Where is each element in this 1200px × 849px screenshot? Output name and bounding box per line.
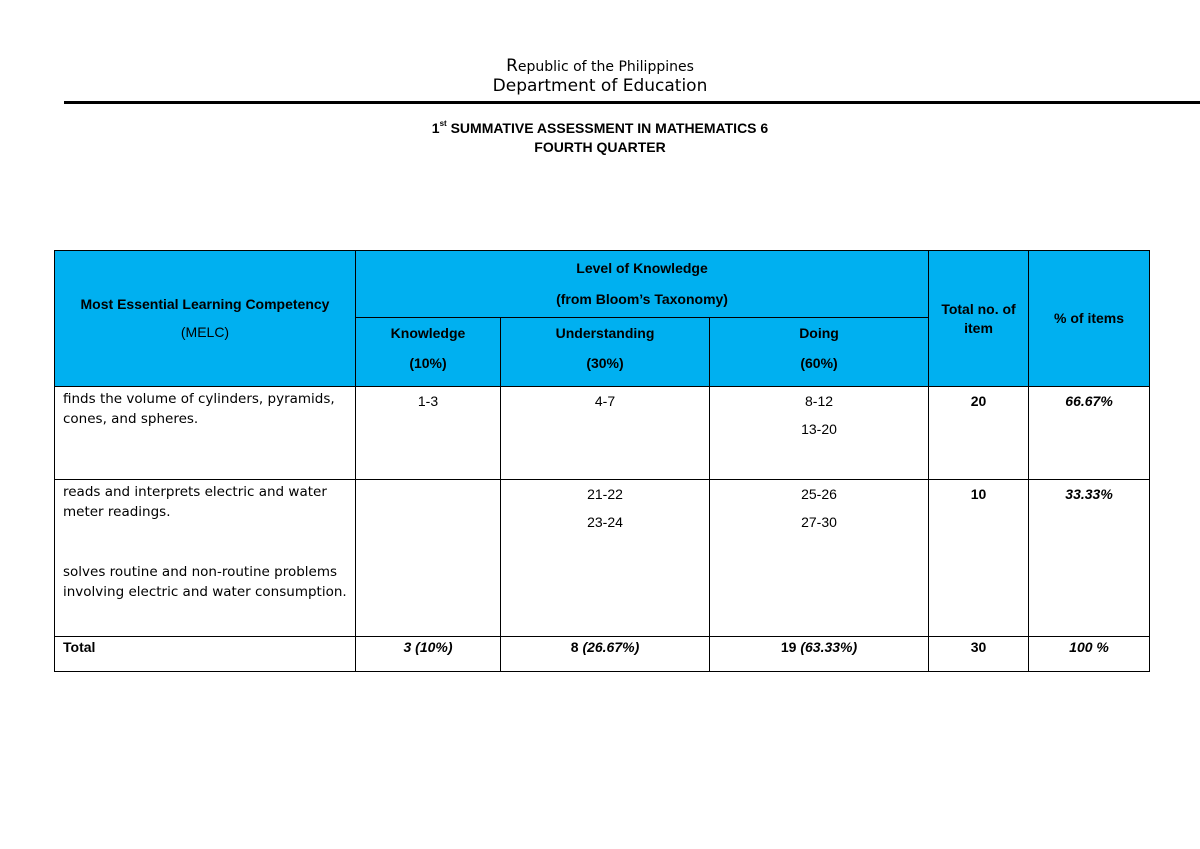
knowledge-items bbox=[356, 480, 501, 637]
table-row bbox=[55, 387, 1150, 480]
item-range: 8-12 bbox=[805, 393, 834, 409]
doing-header bbox=[710, 318, 929, 387]
totals-row bbox=[55, 637, 1150, 672]
totals-understanding bbox=[501, 637, 710, 672]
doing-pct: (60%) bbox=[800, 355, 838, 371]
doing-items bbox=[710, 480, 929, 637]
competency-text: solves routine and non-routine problems involving electric and water consumption. bbox=[63, 564, 347, 600]
percent-items-header: % of items bbox=[1029, 251, 1150, 387]
totals-doing bbox=[710, 637, 929, 672]
department-name: Department of Education bbox=[492, 76, 708, 96]
header-row-1 bbox=[55, 251, 1150, 318]
table-of-specifications bbox=[54, 250, 1150, 672]
totals-knowledge-pct: (10%) bbox=[415, 639, 453, 655]
item-range: 13-20 bbox=[801, 421, 837, 437]
row-total: 20 bbox=[929, 387, 1029, 480]
total-items-header: Total no. of item bbox=[929, 251, 1029, 387]
knowledge-label: Knowledge bbox=[390, 325, 466, 341]
knowledge-items bbox=[356, 387, 501, 480]
assessment-ordinal: 1 bbox=[431, 120, 440, 136]
assessment-title bbox=[0, 120, 1200, 136]
melc-header: Most Essential Learning Competency bbox=[80, 296, 330, 312]
competency-text: finds the volume of cylinders, pyramids, cones, and spheres. bbox=[63, 391, 335, 427]
item-range: 21-22 bbox=[587, 486, 623, 502]
lok-title: Level of Knowledge bbox=[576, 260, 708, 276]
item-range: 1-3 bbox=[417, 393, 439, 409]
table-row bbox=[55, 480, 1150, 637]
totals-knowledge-count: 3 bbox=[403, 639, 412, 655]
competency-cell bbox=[55, 480, 356, 637]
republic-initial: R bbox=[506, 56, 518, 76]
competency-cell bbox=[55, 387, 356, 480]
totals-percent: 100 % bbox=[1029, 637, 1150, 672]
totals-knowledge bbox=[356, 637, 501, 672]
republic-text: epublic of the Philippines bbox=[517, 59, 694, 75]
totals-understanding-pct: (26.67%) bbox=[582, 639, 640, 655]
understanding-items bbox=[501, 480, 710, 637]
melc-abbrev: (MELC) bbox=[180, 324, 230, 340]
totals-label: Total bbox=[55, 637, 356, 672]
row-percent: 66.67% bbox=[1029, 387, 1150, 480]
knowledge-header bbox=[356, 318, 501, 387]
item-range: 27-30 bbox=[801, 514, 837, 530]
doing-items bbox=[710, 387, 929, 480]
row-total: 10 bbox=[929, 480, 1029, 637]
assessment-title-text: SUMMATIVE ASSESSMENT IN MATHEMATICS 6 bbox=[446, 120, 769, 136]
lok-subtitle: (from Bloom’s Taxonomy) bbox=[556, 291, 728, 307]
totals-doing-count: 19 bbox=[780, 639, 797, 655]
header-divider bbox=[64, 101, 1200, 104]
understanding-items bbox=[501, 387, 710, 480]
level-of-knowledge-header bbox=[356, 251, 929, 318]
spacer bbox=[63, 522, 347, 562]
item-range: 25-26 bbox=[801, 486, 837, 502]
row-percent: 33.33% bbox=[1029, 480, 1150, 637]
assessment-ordinal-suffix: st bbox=[439, 119, 447, 129]
republic-line bbox=[0, 56, 1200, 76]
totals-doing-pct: (63.33%) bbox=[800, 639, 858, 655]
knowledge-pct: (10%) bbox=[409, 355, 447, 371]
quarter-title: FOURTH QUARTER bbox=[534, 139, 666, 155]
understanding-label: Understanding bbox=[555, 325, 655, 341]
doing-label: Doing bbox=[799, 325, 839, 341]
item-range: 4-7 bbox=[594, 393, 616, 409]
understanding-pct: (30%) bbox=[586, 355, 624, 371]
understanding-header bbox=[501, 318, 710, 387]
competency-text: reads and interprets electric and water meter readings. bbox=[63, 484, 327, 520]
item-range: 23-24 bbox=[587, 514, 623, 530]
melc-header-cell bbox=[55, 251, 356, 387]
totals-items: 30 bbox=[929, 637, 1029, 672]
totals-understanding-count: 8 bbox=[570, 639, 579, 655]
